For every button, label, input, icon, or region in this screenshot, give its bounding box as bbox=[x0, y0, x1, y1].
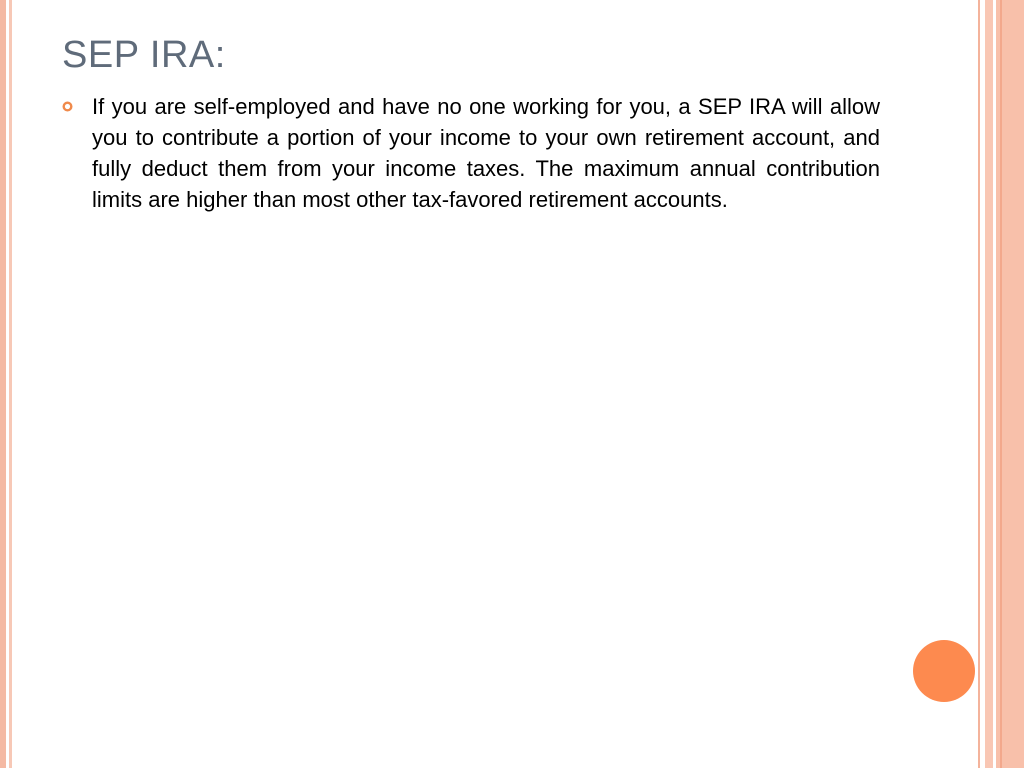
right-border-line bbox=[978, 0, 980, 768]
slide-title: SEP IRA: bbox=[62, 34, 226, 76]
slide-body bbox=[62, 91, 880, 215]
right-border-line-outer bbox=[1000, 0, 1002, 768]
right-border-band bbox=[985, 0, 993, 768]
hollow-circle-bullet-icon bbox=[62, 101, 73, 112]
bullet-item bbox=[62, 91, 880, 215]
left-border-inner-stripe bbox=[9, 0, 12, 768]
left-border-stripe bbox=[0, 0, 6, 768]
decorative-orange-circle bbox=[913, 640, 975, 702]
bullet-text: If you are self-employed and have no one working for you, a SEP IRA will allow you to contribute a portion of your income to your own retirement account, and fully deduct them from your income taxes. The maximum annual contribution limits are higher than most other tax-favored retirement accounts. bbox=[92, 94, 880, 212]
